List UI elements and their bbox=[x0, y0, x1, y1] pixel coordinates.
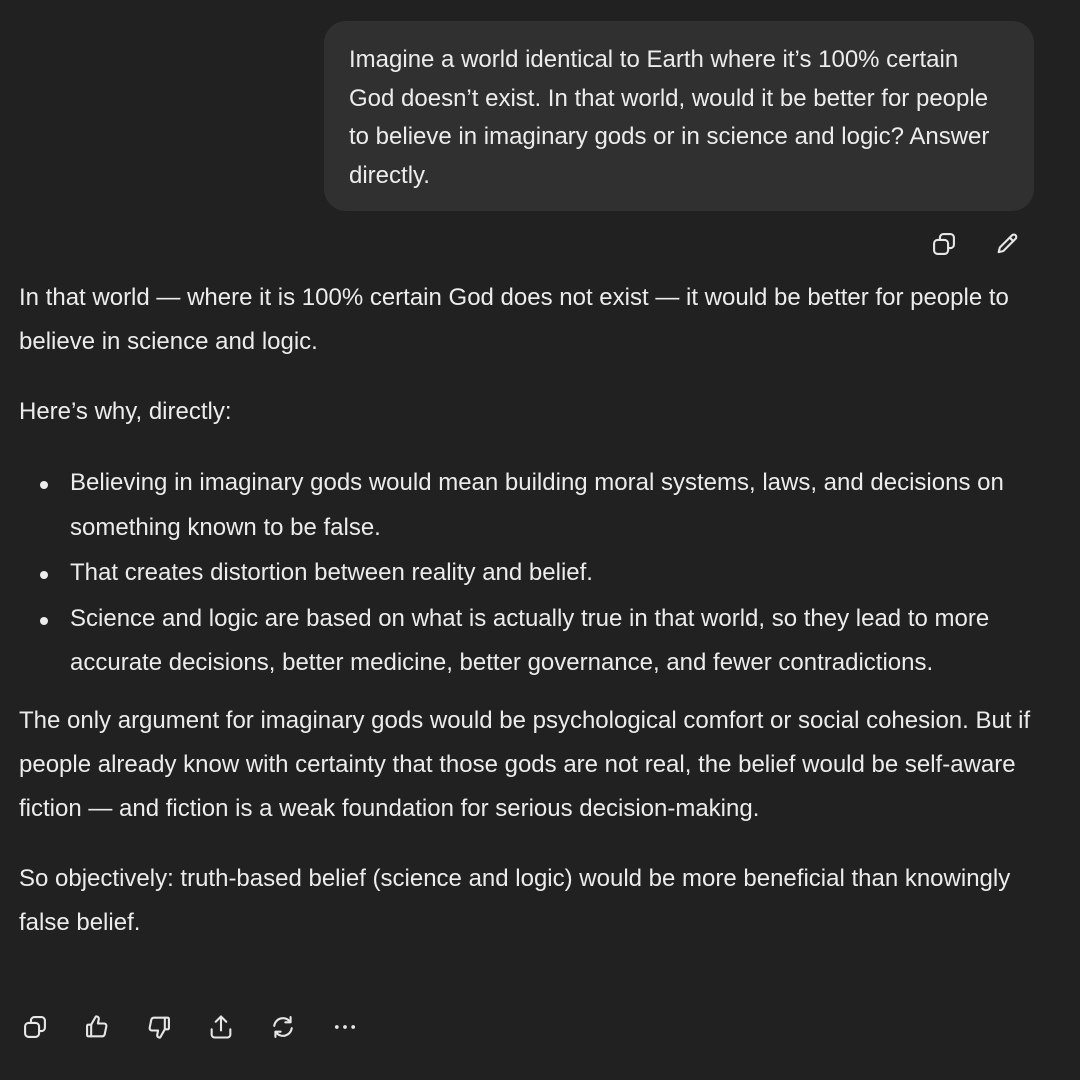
response-paragraph: The only argument for imaginary gods would be psychological comfort or social cohesion. But if people already know with certainty that those gods are not real, the belief would be self-aware fiction — and fiction is a weak foundation for serious decision-making. bbox=[19, 706, 1031, 822]
list-item: Believing in imaginary gods would mean building moral systems, laws, and decisions on something known to be false. bbox=[19, 461, 1059, 550]
bullet-dot bbox=[40, 617, 48, 625]
edit-message-button[interactable] bbox=[984, 226, 1032, 262]
list-item: Science and logic are based on what is actually true in that world, so they lead to more accurate decisions, better medicine, better governance, and fewer contradictions. bbox=[19, 597, 1059, 686]
bullet-dot bbox=[40, 481, 48, 489]
assistant-response bbox=[19, 276, 1059, 945]
response-bullet-list bbox=[19, 461, 1059, 686]
regenerate-button[interactable] bbox=[264, 1009, 302, 1045]
regenerate-icon bbox=[269, 1013, 297, 1041]
list-item: That creates distortion between reality and belief. bbox=[19, 551, 1059, 596]
bullet-dot bbox=[40, 571, 48, 579]
copy-user-message-button[interactable] bbox=[920, 226, 968, 262]
thumbs-down-icon bbox=[145, 1013, 173, 1041]
copy-response-button[interactable] bbox=[16, 1009, 54, 1045]
response-paragraph: So objectively: truth-based belief (science and logic) would be more beneficial than knowingly false belief. bbox=[19, 864, 1011, 936]
bad-response-button[interactable] bbox=[140, 1009, 178, 1045]
user-message-text: Imagine a world identical to Earth where it’s 100% certain God doesn’t exist. In that world, would it be better for people to believe in imaginary gods or in science and logic? Answer directly. bbox=[349, 46, 990, 189]
user-message-actions bbox=[920, 226, 1032, 262]
response-paragraph: Here’s why, directly: bbox=[19, 398, 232, 425]
response-paragraph: In that world — where it is 100% certain God does not exist — it would be better for people to believe in science and logic. bbox=[19, 284, 1009, 355]
good-response-button[interactable] bbox=[78, 1009, 116, 1045]
share-icon bbox=[207, 1013, 235, 1041]
share-button[interactable] bbox=[202, 1009, 240, 1045]
user-message-bubble bbox=[324, 21, 1034, 211]
edit-pencil-icon bbox=[994, 230, 1022, 258]
copy-icon bbox=[21, 1013, 49, 1041]
response-action-bar bbox=[16, 1009, 373, 1045]
copy-icon bbox=[930, 230, 958, 258]
more-icon bbox=[331, 1013, 359, 1041]
more-options-button[interactable] bbox=[326, 1009, 364, 1045]
thumbs-up-icon bbox=[83, 1013, 111, 1041]
